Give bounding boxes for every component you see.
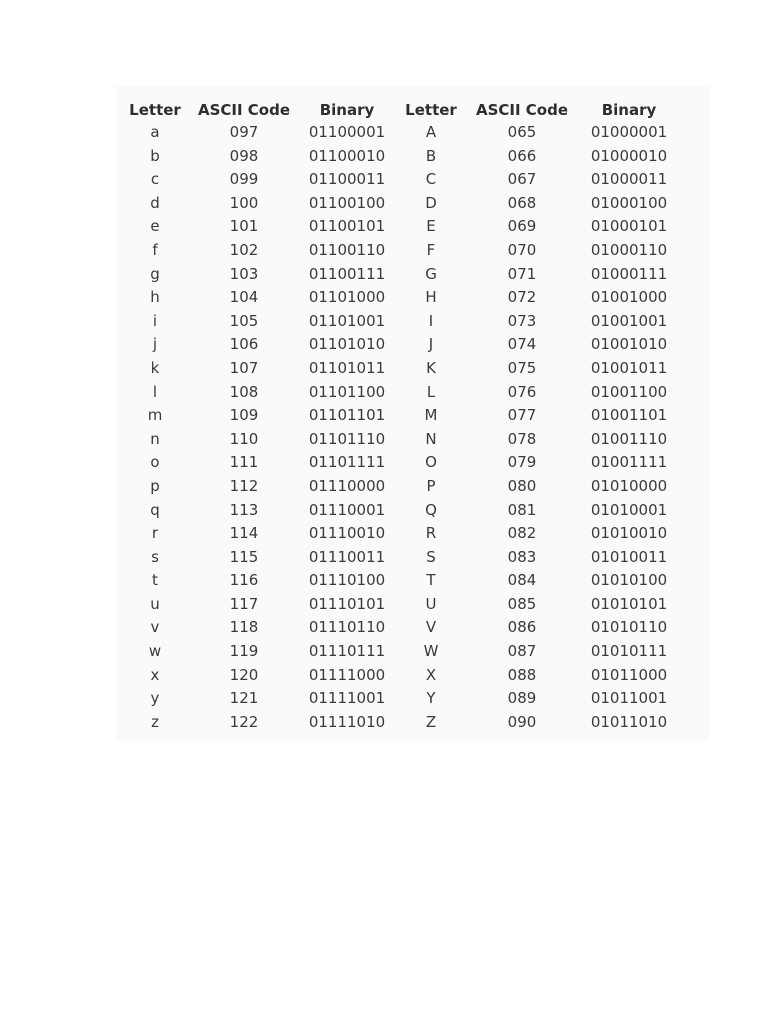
uppercase-letter-cell: U [425,594,437,613]
uppercase-binary-cell: 01001110 [590,429,668,448]
uppercase-letter-cell: V [425,618,437,637]
uppercase-letter-cell: H [425,288,437,307]
table-row [116,616,676,640]
uppercase-binary-cell: 01000101 [590,217,668,236]
lowercase-letter-cell: e [150,217,160,236]
lowercase-binary-cell: 01110011 [308,547,386,566]
uppercase-binary-cell: 01010001 [590,500,668,519]
uppercase-ascii-code-cell: 065 [507,123,537,141]
uppercase-binary-cell: 01000010 [590,146,668,165]
lowercase-letter-cell: f [152,240,158,259]
table-row [116,404,676,428]
table-row [116,381,676,405]
uppercase-ascii-code-cell: 067 [507,170,537,189]
header-ascii-code-uppercase: ASCII Code [475,100,569,119]
uppercase-letter-cell: P [426,476,436,495]
uppercase-ascii-code-cell: 076 [507,382,537,401]
uppercase-ascii-code-cell: 078 [507,429,537,448]
uppercase-binary-cell: 01010101 [590,594,668,613]
lowercase-ascii-code-cell: 104 [229,288,259,307]
lowercase-binary-cell: 01101000 [308,288,386,307]
uppercase-ascii-code-cell: 079 [507,453,537,472]
uppercase-ascii-code-cell: 068 [507,193,537,212]
uppercase-letter-cell: B [425,146,437,165]
uppercase-letter-cell: S [426,547,436,566]
uppercase-binary-cell: 01000001 [590,123,668,141]
table-header [116,98,676,121]
lowercase-ascii-code-cell: 106 [229,335,259,354]
lowercase-ascii-code-cell: 113 [229,500,259,519]
lowercase-binary-cell: 01110101 [308,594,386,613]
uppercase-ascii-code-cell: 081 [507,500,537,519]
uppercase-binary-cell: 01000100 [590,193,668,212]
uppercase-letter-cell: Y [426,689,436,708]
table-row [116,168,676,192]
lowercase-ascii-code-cell: 118 [229,618,259,637]
uppercase-binary-cell: 01001000 [590,288,668,307]
table-row [116,593,676,617]
table-row [116,192,676,216]
uppercase-ascii-code-cell: 080 [507,476,537,495]
lowercase-ascii-code-cell: 099 [229,170,259,189]
lowercase-letter-cell: m [147,406,163,425]
lowercase-binary-cell: 01111001 [308,689,386,708]
header-binary-uppercase: Binary [601,100,657,119]
lowercase-binary-cell: 01111010 [308,712,386,731]
lowercase-ascii-code-cell: 122 [229,712,259,731]
table-row [116,546,676,570]
lowercase-letter-cell: r [151,524,159,543]
lowercase-binary-cell: 01101010 [308,335,386,354]
uppercase-ascii-code-cell: 084 [507,571,537,590]
lowercase-ascii-code-cell: 117 [229,594,259,613]
uppercase-ascii-code-cell: 083 [507,547,537,566]
uppercase-binary-cell: 01010010 [590,524,668,543]
uppercase-letter-cell: T [426,571,436,590]
lowercase-binary-cell: 01111000 [308,665,386,684]
lowercase-binary-cell: 01110110 [308,618,386,637]
lowercase-binary-cell: 01110000 [308,476,386,495]
uppercase-letter-cell: R [425,524,437,543]
lowercase-ascii-code-cell: 100 [229,193,259,212]
uppercase-binary-cell: 01001010 [590,335,668,354]
uppercase-letter-cell: I [428,311,434,330]
ascii-binary-table [116,98,676,734]
lowercase-letter-cell: x [150,665,160,684]
uppercase-ascii-code-cell: 073 [507,311,537,330]
table-row [116,333,676,357]
lowercase-binary-cell: 01100100 [308,193,386,212]
uppercase-letter-cell: K [426,358,436,377]
uppercase-binary-cell: 01001101 [590,406,668,425]
lowercase-binary-cell: 01101100 [308,382,386,401]
uppercase-binary-cell: 01000011 [590,170,668,189]
lowercase-letter-cell: y [150,689,160,708]
lowercase-binary-cell: 01100011 [308,170,386,189]
lowercase-ascii-code-cell: 112 [229,476,259,495]
lowercase-binary-cell: 01101001 [308,311,386,330]
uppercase-letter-cell: E [426,217,436,236]
lowercase-letter-cell: t [152,571,158,590]
lowercase-letter-cell: i [152,311,158,330]
lowercase-letter-cell: z [151,712,159,731]
uppercase-ascii-code-cell: 072 [507,288,537,307]
uppercase-binary-cell: 01011010 [590,712,668,731]
lowercase-binary-cell: 01101101 [308,406,386,425]
uppercase-ascii-code-cell: 087 [507,642,537,661]
uppercase-ascii-code-cell: 066 [507,146,537,165]
uppercase-binary-cell: 01001100 [590,382,668,401]
table-row [116,145,676,169]
table-row [116,451,676,475]
uppercase-letter-cell: Q [425,500,437,519]
lowercase-letter-cell: d [150,193,160,212]
uppercase-ascii-code-cell: 082 [507,524,537,543]
table-row [116,239,676,263]
lowercase-ascii-code-cell: 109 [229,406,259,425]
lowercase-binary-cell: 01110001 [308,500,386,519]
lowercase-ascii-code-cell: 108 [229,382,259,401]
uppercase-ascii-code-cell: 071 [507,264,537,283]
table-row [116,428,676,452]
uppercase-binary-cell: 01011000 [590,665,668,684]
uppercase-binary-cell: 01010100 [590,571,668,590]
uppercase-letter-cell: C [425,170,437,189]
uppercase-letter-cell: Z [425,712,437,731]
lowercase-binary-cell: 01100111 [308,264,386,283]
lowercase-binary-cell: 01101011 [308,358,386,377]
uppercase-letter-cell: A [425,123,437,141]
lowercase-binary-cell: 01110100 [308,571,386,590]
uppercase-letter-cell: N [425,429,437,448]
uppercase-ascii-code-cell: 086 [507,618,537,637]
uppercase-ascii-code-cell: 075 [507,358,537,377]
lowercase-ascii-code-cell: 120 [229,665,259,684]
uppercase-binary-cell: 01010000 [590,476,668,495]
table-row [116,522,676,546]
uppercase-binary-cell: 01010011 [590,547,668,566]
uppercase-binary-cell: 01011001 [590,689,668,708]
table-row [116,263,676,287]
table-row [116,310,676,334]
uppercase-binary-cell: 01000110 [590,240,668,259]
lowercase-letter-cell: a [150,123,160,141]
lowercase-letter-cell: w [148,642,162,661]
lowercase-ascii-code-cell: 114 [229,524,259,543]
table-row [116,687,676,711]
lowercase-ascii-code-cell: 110 [229,429,259,448]
uppercase-binary-cell: 01001111 [590,453,668,472]
uppercase-letter-cell: G [425,264,437,283]
header-letter-lowercase: Letter [129,100,181,119]
lowercase-binary-cell: 01100001 [308,123,386,141]
table-row [116,499,676,523]
lowercase-letter-cell: o [150,453,160,472]
lowercase-ascii-code-cell: 098 [229,146,259,165]
uppercase-letter-cell: J [428,335,434,354]
uppercase-binary-cell: 01001011 [590,358,668,377]
uppercase-ascii-code-cell: 070 [507,240,537,259]
lowercase-letter-cell: h [150,288,160,307]
lowercase-ascii-code-cell: 115 [229,547,259,566]
lowercase-binary-cell: 01110111 [308,642,386,661]
uppercase-binary-cell: 01000111 [590,264,668,283]
lowercase-binary-cell: 01100101 [308,217,386,236]
lowercase-ascii-code-cell: 105 [229,311,259,330]
lowercase-ascii-code-cell: 116 [229,571,259,590]
lowercase-letter-cell: l [152,382,158,401]
lowercase-letter-cell: k [150,358,160,377]
uppercase-ascii-code-cell: 077 [507,406,537,425]
uppercase-letter-cell: X [425,665,437,684]
uppercase-binary-cell: 01010110 [590,618,668,637]
uppercase-letter-cell: O [425,453,437,472]
table-row [116,286,676,310]
uppercase-letter-cell: M [424,406,438,425]
uppercase-letter-cell: W [423,642,439,661]
lowercase-letter-cell: v [150,618,160,637]
lowercase-ascii-code-cell: 121 [229,689,259,708]
lowercase-binary-cell: 01101111 [308,453,386,472]
lowercase-letter-cell: u [150,594,160,613]
lowercase-ascii-code-cell: 107 [229,358,259,377]
table-row [116,121,676,145]
lowercase-letter-cell: b [150,146,160,165]
header-letter-uppercase: Letter [405,100,457,119]
lowercase-binary-cell: 01100110 [308,240,386,259]
lowercase-letter-cell: g [150,264,160,283]
uppercase-ascii-code-cell: 088 [507,665,537,684]
lowercase-ascii-code-cell: 097 [229,123,259,141]
table-row [116,475,676,499]
table-row [116,215,676,239]
uppercase-letter-cell: L [426,382,436,401]
lowercase-letter-cell: n [150,429,160,448]
uppercase-ascii-code-cell: 069 [507,217,537,236]
header-binary-lowercase: Binary [319,100,375,119]
lowercase-ascii-code-cell: 111 [229,453,259,472]
lowercase-ascii-code-cell: 101 [229,217,259,236]
table-row [116,711,676,735]
lowercase-binary-cell: 01110010 [308,524,386,543]
uppercase-ascii-code-cell: 085 [507,594,537,613]
header-ascii-code-lowercase: ASCII Code [197,100,291,119]
table-row [116,357,676,381]
lowercase-letter-cell: p [150,476,160,495]
lowercase-ascii-code-cell: 103 [229,264,259,283]
uppercase-binary-cell: 01001001 [590,311,668,330]
table-body [116,121,676,734]
lowercase-ascii-code-cell: 102 [229,240,259,259]
header-row [116,98,676,121]
lowercase-binary-cell: 01101110 [308,429,386,448]
table-row [116,664,676,688]
uppercase-letter-cell: D [425,193,437,212]
uppercase-binary-cell: 01010111 [590,642,668,661]
lowercase-letter-cell: s [151,547,159,566]
table-row [116,640,676,664]
lowercase-letter-cell: j [152,335,158,354]
lowercase-ascii-code-cell: 119 [229,642,259,661]
table-row [116,569,676,593]
uppercase-ascii-code-cell: 074 [507,335,537,354]
uppercase-ascii-code-cell: 090 [507,712,537,731]
lowercase-letter-cell: c [150,170,160,189]
uppercase-letter-cell: F [426,240,436,259]
lowercase-letter-cell: q [150,500,160,519]
lowercase-binary-cell: 01100010 [308,146,386,165]
uppercase-ascii-code-cell: 089 [507,689,537,708]
